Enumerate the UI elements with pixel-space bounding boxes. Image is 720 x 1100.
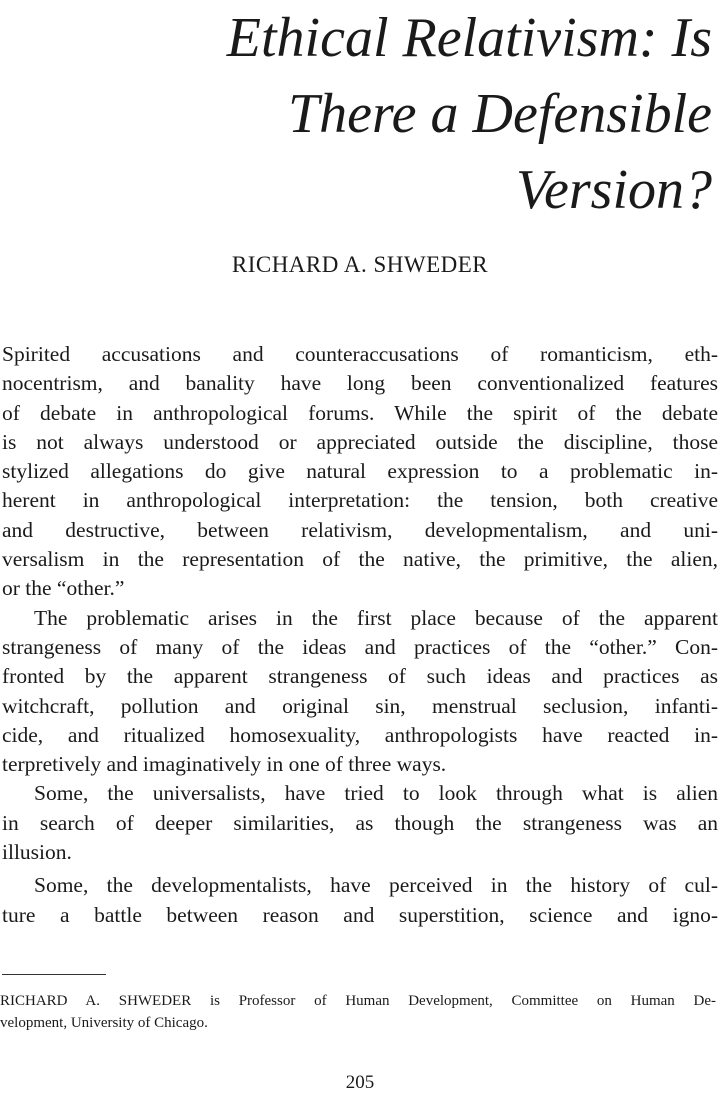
text-line: ture a battle between reason and superstition, science and igno- bbox=[2, 902, 718, 927]
text-line: is not always understood or appreciated outside the discipline, those bbox=[2, 429, 718, 454]
paragraph bbox=[2, 340, 718, 604]
text-line: or the “other.” bbox=[2, 576, 125, 601]
text-line: in search of deeper similarities, as though the strangeness was an bbox=[2, 810, 718, 835]
text-line: Some, the developmentalists, have perceived in the history of cul- bbox=[34, 873, 718, 898]
title-line: There a Defensible bbox=[287, 83, 712, 145]
text-line: and destructive, between relativism, developmentalism, and uni- bbox=[2, 517, 718, 542]
article-title bbox=[72, 0, 712, 228]
text-line: witchcraft, pollution and original sin, menstrual seclusion, infanti- bbox=[2, 693, 718, 718]
text-line: of debate in anthropological forums. While the spirit of the debate bbox=[2, 400, 718, 425]
text-line: herent in anthropological interpretation: the tension, both creative bbox=[2, 488, 718, 513]
text-line: stylized allegations do give natural expression to a problematic in- bbox=[2, 459, 718, 484]
footnote-line: RICHARD A. SHWEDER is Professor of Human Development, Committee on Human De- bbox=[0, 993, 716, 1009]
text-line: Spirited accusations and counteraccusations of romanticism, eth- bbox=[2, 342, 718, 366]
footnote-rule bbox=[2, 974, 106, 975]
text-line: nocentrism, and banality have long been conventionalized features bbox=[2, 371, 718, 396]
title-line: Version? bbox=[516, 159, 712, 221]
paragraph bbox=[2, 871, 718, 930]
text-line: illusion. bbox=[2, 840, 72, 865]
footnote-line: velopment, University of Chicago. bbox=[0, 1015, 208, 1031]
text-line: cide, and ritualized homosexuality, anthropologists have reacted in- bbox=[2, 722, 718, 747]
article-body bbox=[2, 340, 718, 930]
text-line: terpretively and imaginatively in one of three ways. bbox=[2, 752, 447, 777]
author-name: RICHARD A. SHWEDER bbox=[231, 252, 489, 277]
title-line: Ethical Relativism: Is bbox=[226, 7, 712, 69]
paragraph bbox=[2, 604, 718, 780]
text-line: Some, the universalists, have tried to look through what is alien bbox=[34, 781, 718, 806]
paragraph bbox=[2, 779, 718, 867]
text-line: fronted by the apparent strangeness of such ideas and practices as bbox=[2, 664, 718, 689]
page-number: 205 bbox=[345, 1072, 375, 1093]
text-line: The problematic arises in the first place because of the apparent bbox=[34, 605, 718, 630]
text-line: strangeness of many of the ideas and practices of the “other.” Con- bbox=[2, 634, 718, 659]
author-footnote bbox=[0, 990, 716, 1034]
text-line: versalism in the representation of the native, the primitive, the alien, bbox=[2, 547, 718, 572]
